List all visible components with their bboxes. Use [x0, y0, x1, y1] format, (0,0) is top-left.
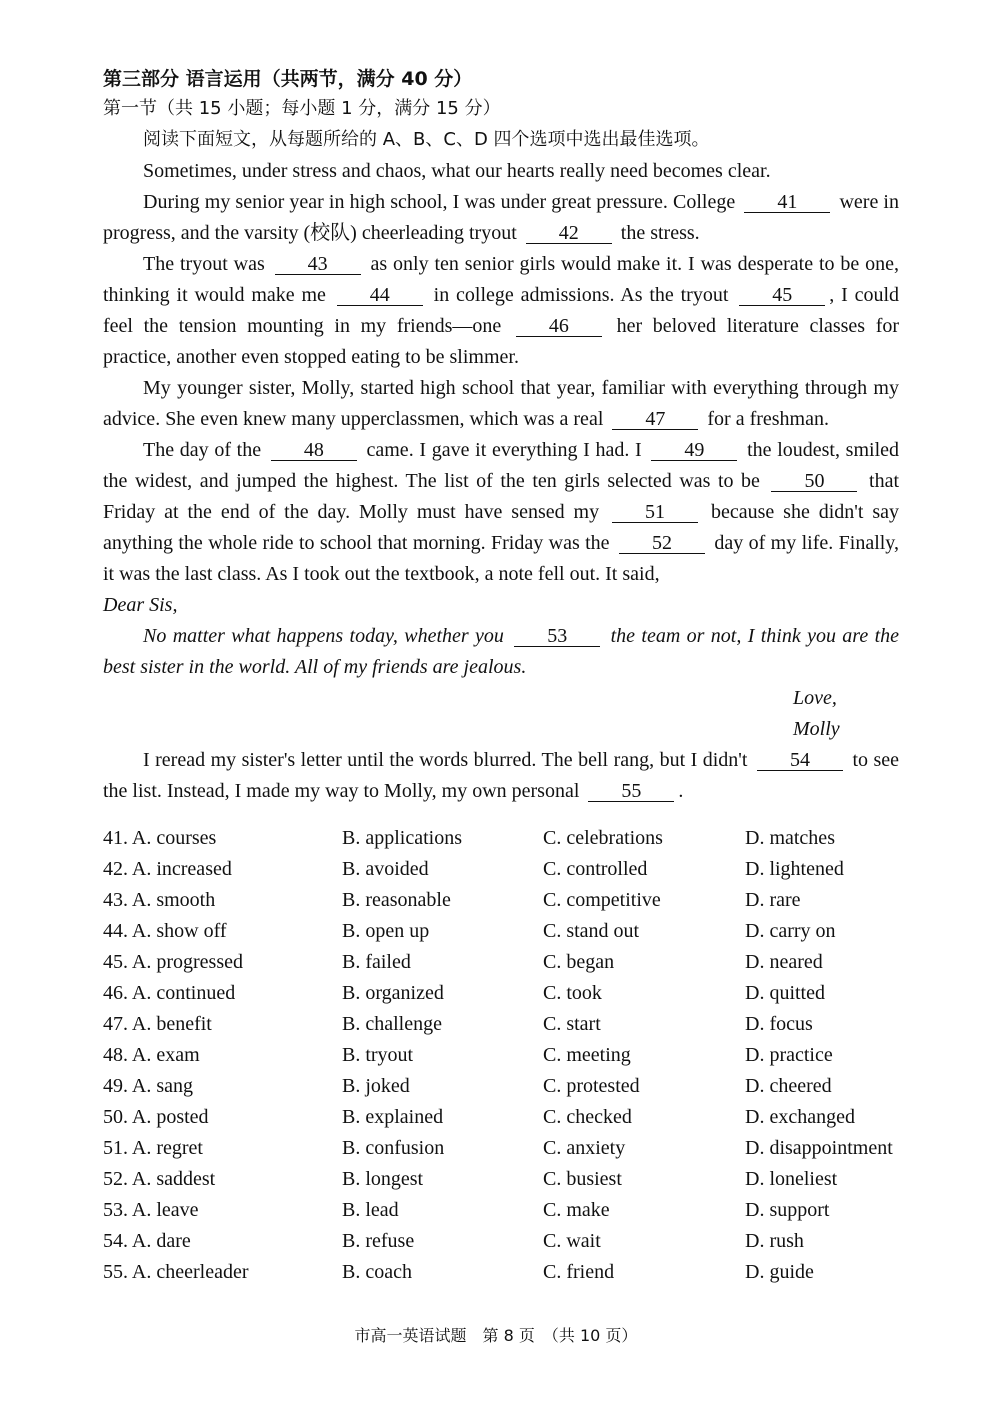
option-a: 44. A. show off	[103, 920, 227, 942]
page-footer: 市高一英语试题 第 8 页 （共 10 页）	[354, 1326, 638, 1345]
passage-paragraph-5	[103, 435, 899, 590]
blank-43: 43	[275, 254, 361, 275]
text-segment: the stress.	[620, 222, 700, 244]
option-a: 47. A. benefit	[103, 1013, 212, 1035]
blank-49: 49	[651, 440, 737, 461]
question-52-options	[103, 1164, 899, 1195]
text-segment: for a freshman.	[707, 408, 829, 430]
option-c: C. start	[543, 1013, 601, 1035]
option-d: D. loneliest	[745, 1168, 838, 1190]
option-a: 49. A. sang	[103, 1075, 193, 1097]
passage-paragraph-3	[103, 249, 899, 373]
option-c: C. make	[543, 1199, 610, 1221]
option-a: 54. A. dare	[103, 1230, 191, 1252]
text-segment: her beloved literature classes for practice, another even stopped eating to be slimmer.	[103, 315, 900, 368]
option-b: B. coach	[342, 1261, 412, 1283]
option-c: C. checked	[543, 1106, 632, 1128]
option-b: B. longest	[342, 1168, 424, 1190]
blank-54: 54	[757, 750, 843, 771]
text-segment: .	[678, 780, 684, 802]
option-c: C. stand out	[543, 920, 640, 942]
blank-53: 53	[514, 626, 600, 647]
question-45-options	[103, 947, 899, 978]
blank-52: 52	[619, 533, 705, 554]
option-d: D. guide	[745, 1261, 814, 1283]
blank-41: 41	[744, 192, 830, 213]
option-b: B. avoided	[342, 858, 429, 880]
option-d: D. quitted	[745, 982, 825, 1004]
option-a: 42. A. increased	[103, 858, 232, 880]
option-b: B. confusion	[342, 1137, 445, 1159]
text-segment: , I could feel the tension mounting in my friends—one	[103, 284, 900, 337]
option-d: D. matches	[745, 827, 835, 849]
option-a: 52. A. saddest	[103, 1168, 216, 1190]
subsection-title: 第一节（共 15 小题；每小题 1 分，满分 15 分）	[103, 98, 501, 119]
exam-page	[103, 64, 899, 1288]
instructions: 阅读下面短文，从每题所给的 A、B、C、D 四个选项中选出最佳选项。	[143, 129, 710, 150]
option-d: D. exchanged	[745, 1106, 855, 1128]
blank-46: 46	[516, 316, 602, 337]
option-d: D. carry on	[745, 920, 836, 942]
option-d: D. neared	[745, 951, 823, 973]
passage-paragraph-6	[103, 745, 899, 807]
text-segment: in college admissions. As the tryout	[433, 284, 729, 306]
passage-paragraph-4	[103, 373, 899, 435]
option-d: D. rush	[745, 1230, 804, 1252]
option-b: B. explained	[342, 1106, 444, 1128]
blank-50: 50	[771, 471, 857, 492]
text-segment: day of my life. Finally, it was the last class. As I took out the textbook, a note fell out. It said,	[103, 532, 900, 585]
letter-salutation: Dear Sis,	[103, 594, 178, 616]
question-48-options	[103, 1040, 899, 1071]
blank-45: 45	[739, 285, 825, 306]
blank-48: 48	[271, 440, 357, 461]
option-c: C. controlled	[543, 858, 648, 880]
option-b: B. joked	[342, 1075, 410, 1097]
letter-closing: Love,	[793, 687, 837, 709]
option-d: D. focus	[745, 1013, 813, 1035]
text-segment: because she didn't say anything the whole ride to school that morning. Friday was the	[103, 501, 900, 554]
option-b: B. open up	[342, 920, 430, 942]
answer-options	[103, 823, 899, 1288]
text-segment: My younger sister, Molly, started high school that year, familiar with everything through my advice. She even knew many upperclassmen, which was a real	[103, 377, 899, 430]
text-segment: The tryout was	[143, 253, 265, 275]
blank-47: 47	[612, 409, 698, 430]
text-segment: No matter what happens today, whether you	[143, 625, 504, 647]
option-a: 50. A. posted	[103, 1106, 209, 1128]
option-a: 53. A. leave	[103, 1199, 199, 1221]
section-title: 第三部分 语言运用（共两节，满分 40 分）	[103, 68, 473, 90]
question-41-options	[103, 823, 899, 854]
question-51-options	[103, 1133, 899, 1164]
text-segment: The day of the	[143, 439, 262, 461]
option-b: B. tryout	[342, 1044, 414, 1066]
option-c: C. friend	[543, 1261, 615, 1283]
option-c: C. took	[543, 982, 602, 1004]
option-b: B. organized	[342, 982, 444, 1004]
option-b: B. challenge	[342, 1013, 442, 1035]
option-c: C. protested	[543, 1075, 640, 1097]
option-d: D. disappointment	[745, 1137, 893, 1159]
question-50-options	[103, 1102, 899, 1133]
letter-signature: Molly	[793, 718, 840, 740]
text-segment: the team or not, I think you are the best sister in the world. All of my friends are jealous.	[103, 625, 900, 678]
option-a: 43. A. smooth	[103, 889, 216, 911]
option-b: B. refuse	[342, 1230, 415, 1252]
option-c: C. busiest	[543, 1168, 622, 1190]
question-55-options	[103, 1257, 899, 1288]
option-a: 45. A. progressed	[103, 951, 243, 973]
question-47-options	[103, 1009, 899, 1040]
option-d: D. practice	[745, 1044, 833, 1066]
option-a: 51. A. regret	[103, 1137, 203, 1159]
option-a: 46. A. continued	[103, 982, 236, 1004]
passage-paragraph-2	[103, 187, 899, 249]
text-segment: that Friday at the end of the day. Molly must have sensed my	[103, 470, 900, 523]
option-b: B. reasonable	[342, 889, 451, 911]
passage-paragraph-1: Sometimes, under stress and chaos, what our hearts really need becomes clear.	[143, 160, 771, 182]
option-c: C. began	[543, 951, 615, 973]
option-d: D. rare	[745, 889, 801, 911]
option-a: 48. A. exam	[103, 1044, 200, 1066]
text-segment: were in progress, and the varsity (校队) cheerleading tryout	[103, 191, 899, 244]
question-42-options	[103, 854, 899, 885]
option-c: C. meeting	[543, 1044, 631, 1066]
text-segment: the loudest, smiled the widest, and jumped the highest. The list of the ten girls selected was to be	[103, 439, 899, 492]
option-d: D. lightened	[745, 858, 844, 880]
blank-51: 51	[612, 502, 698, 523]
question-44-options	[103, 916, 899, 947]
option-a: 41. A. courses	[103, 827, 217, 849]
question-53-options	[103, 1195, 899, 1226]
text-segment: During my senior year in high school, I was under great pressure. College	[143, 191, 736, 213]
option-a: 55. A. cheerleader	[103, 1261, 249, 1283]
letter-body	[103, 621, 899, 683]
option-d: D. support	[745, 1199, 830, 1221]
option-c: C. competitive	[543, 889, 661, 911]
option-b: B. failed	[342, 951, 411, 973]
option-c: C. anxiety	[543, 1137, 626, 1159]
text-segment: came. I gave it everything I had. I	[366, 439, 642, 461]
option-c: C. celebrations	[543, 827, 663, 849]
text-segment: as only ten senior girls would make it. I was desperate to be one, thinking it would make me	[103, 253, 900, 306]
blank-55: 55	[588, 781, 674, 802]
blank-42: 42	[526, 223, 612, 244]
text-segment: to see the list. Instead, I made my way to Molly, my own personal	[103, 749, 900, 802]
text-segment: I reread my sister's letter until the words blurred. The bell rang, but I didn't	[143, 749, 748, 771]
option-d: D. cheered	[745, 1075, 832, 1097]
option-c: C. wait	[543, 1230, 601, 1252]
option-b: B. applications	[342, 827, 462, 849]
question-54-options	[103, 1226, 899, 1257]
blank-44: 44	[337, 285, 423, 306]
question-46-options	[103, 978, 899, 1009]
question-43-options	[103, 885, 899, 916]
question-49-options	[103, 1071, 899, 1102]
option-b: B. lead	[342, 1199, 399, 1221]
